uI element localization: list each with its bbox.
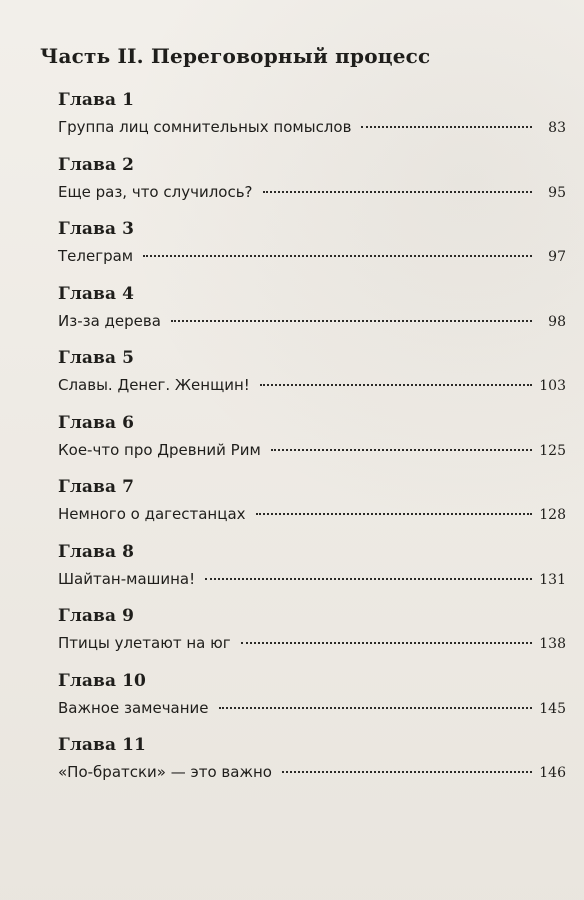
chapter-title: «По-братски» — это важно [58,763,272,781]
chapter-label: Глава 11 [58,735,146,755]
chapter-title: Телеграм [58,247,134,265]
chapter-title: Немного о дагестанцах [58,505,246,523]
toc-entry-10 [58,671,568,736]
page-number: 125 [539,442,566,459]
part-title: Часть II. Переговорный процесс [40,44,431,68]
toc-line [58,699,566,717]
page-number: 128 [539,507,566,523]
toc-entry-7 [58,477,568,542]
page-number: 146 [539,765,566,781]
chapter-label: Глава 7 [58,477,135,497]
chapter-title: Из-за дерева [58,311,161,330]
chapter-title: Группа лиц сомнительных помыслов [58,118,352,136]
page-number: 95 [548,184,566,201]
toc-entry-5 [58,348,568,413]
toc-entry-3 [58,219,568,284]
chapter-title: Славы. Денег. Женщин! [58,376,250,394]
chapter-label: Глава 9 [58,606,135,626]
toc-entry-1 [58,90,568,155]
toc-line [58,118,566,136]
chapter-label: Глава 6 [58,412,135,433]
toc-entry-2 [58,155,568,220]
page-number: 145 [539,700,566,717]
chapter-label: Глава 8 [58,541,135,562]
chapter-title: Еще раз, что случилось? [58,182,253,201]
dot-leader [271,448,532,451]
chapter-label: Глава 10 [58,670,146,691]
chapter-label: Глава 1 [58,90,135,110]
dot-leader [171,319,532,322]
chapter-label: Глава 3 [58,219,135,239]
dot-leader [205,577,532,580]
toc-line [58,247,566,265]
dot-leader [143,254,532,257]
toc-entry-11 [58,735,568,800]
chapter-title: Птицы улетают на юг [58,634,231,652]
dot-leader [282,770,532,773]
dot-leader [260,383,532,386]
table-of-contents [58,90,568,800]
toc-line [58,634,566,652]
chapter-label: Глава 2 [58,154,135,175]
toc-line [58,183,566,201]
dot-leader [219,706,532,709]
page-number: 97 [548,249,566,265]
dot-leader [241,641,532,644]
toc-line [58,441,566,459]
dot-leader [263,190,532,193]
page-number: 103 [539,378,566,394]
chapter-label: Глава 5 [58,348,135,368]
chapter-title: Шайтан-машина! [58,569,196,588]
toc-entry-4 [58,284,568,349]
chapter-label: Глава 4 [58,283,135,304]
chapter-title: Кое-что про Древний Рим [58,440,261,459]
page-number: 138 [539,636,566,652]
toc-line [58,570,566,588]
toc-line [58,763,566,781]
toc-entry-8 [58,542,568,607]
page-number: 83 [548,120,566,136]
toc-entry-6 [58,413,568,478]
page-number: 131 [539,571,566,588]
page-number: 98 [548,313,566,330]
dot-leader [361,125,532,128]
toc-line [58,312,566,330]
chapter-title: Важное замечание [58,698,209,717]
toc-line [58,376,566,394]
dot-leader [256,512,532,515]
toc-line [58,505,566,523]
toc-entry-9 [58,606,568,671]
